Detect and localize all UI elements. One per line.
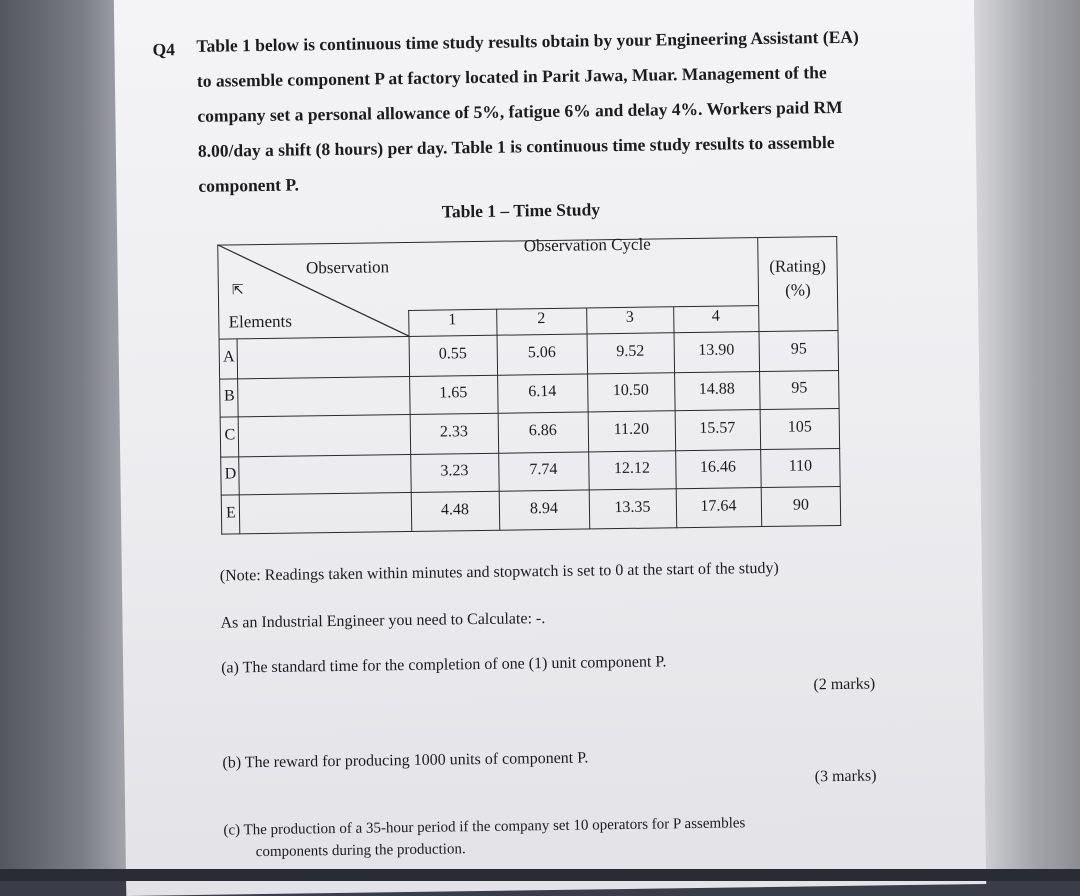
rating-cell: 95 (791, 379, 808, 397)
cycle-header: 3 (625, 308, 634, 326)
table-cell: 2.33 (439, 423, 468, 441)
time-study-table (217, 236, 841, 535)
rating-cell: 90 (792, 496, 810, 514)
table-cell: 8.94 (529, 499, 559, 518)
header-rating-unit: (%) (785, 280, 811, 300)
rating-cell: 110 (788, 457, 813, 475)
part-c-text-continued: components during the production. (255, 841, 466, 861)
part-a-text: (a) The standard time for the completion of one (1) unit component P. (221, 653, 667, 677)
bottom-edge (0, 869, 1080, 881)
element-label: C (224, 426, 236, 444)
table-cell: 6.14 (528, 382, 557, 401)
table-cell: 15.57 (699, 419, 736, 437)
paragraph-line: company set a personal allowance of 5%, fatigue 6% and delay 4%. Workers paid RM (197, 96, 843, 126)
paragraph-line: component P. (198, 174, 300, 196)
table-cell: 9.52 (616, 342, 645, 361)
header-observation: Observation (305, 257, 390, 278)
table-cell: 10.50 (612, 381, 649, 400)
table-cell: 7.74 (529, 460, 558, 479)
table-cell: 14.88 (698, 380, 735, 398)
table-cell: 4.48 (440, 501, 470, 519)
rating-cell: 105 (787, 418, 812, 436)
element-label: A (222, 348, 235, 366)
part-b-text: (b) The reward for producing 1000 units of component P. (222, 749, 589, 772)
table-cell: 16.46 (699, 458, 737, 476)
task-intro: As an Industrial Engineer you need to Calculate: -. (220, 610, 546, 632)
part-c-text: (c) The production of a 35-hour period if the company set 10 operators for P assembles (223, 815, 746, 839)
question-paragraph (196, 19, 898, 204)
table-cell: 17.64 (700, 497, 737, 515)
header-observation-cycle: Observation Cycle (523, 234, 651, 256)
exam-paper (114, 0, 986, 896)
element-label: B (223, 387, 235, 405)
cursor-icon: ⇱ (231, 283, 244, 299)
header-rating: (Rating) (769, 256, 827, 276)
table-cell: 1.65 (439, 384, 468, 402)
element-label: E (225, 504, 236, 522)
table-cell: 13.90 (698, 341, 735, 359)
question-number: Q4 (152, 39, 176, 60)
cycle-header: 1 (448, 311, 457, 329)
table-cell: 13.35 (614, 498, 651, 517)
part-a-marks: (2 marks) (813, 675, 876, 694)
table-note: (Note: Readings taken within minutes and stopwatch is set to 0 at the start of the study) (219, 559, 779, 585)
element-label: D (224, 465, 237, 483)
paragraph-line: Table 1 below is continuous time study results obtain by your Engineering Assistant (EA) (196, 26, 859, 56)
part-b-marks: (3 marks) (814, 767, 877, 786)
table-cell: 3.23 (440, 462, 469, 480)
table-caption: Table 1 – Time Study (441, 199, 601, 222)
cycle-header: 4 (711, 307, 720, 325)
paragraph-line: to assemble component P at factory located in Parit Jawa, Muar. Management of the (196, 62, 827, 91)
table-cell: 5.06 (527, 343, 556, 362)
table-cell: 11.20 (613, 420, 650, 439)
table-cell: 12.12 (613, 459, 651, 478)
paragraph-line: 8.00/day a shift (8 hours) per day. Table 1 is continuous time study results to assemble (197, 131, 835, 161)
table-cell: 0.55 (438, 345, 467, 363)
rating-cell: 95 (790, 340, 807, 358)
cycle-header: 2 (537, 310, 546, 328)
header-elements: Elements (228, 311, 293, 332)
table-cell: 6.86 (528, 421, 557, 440)
